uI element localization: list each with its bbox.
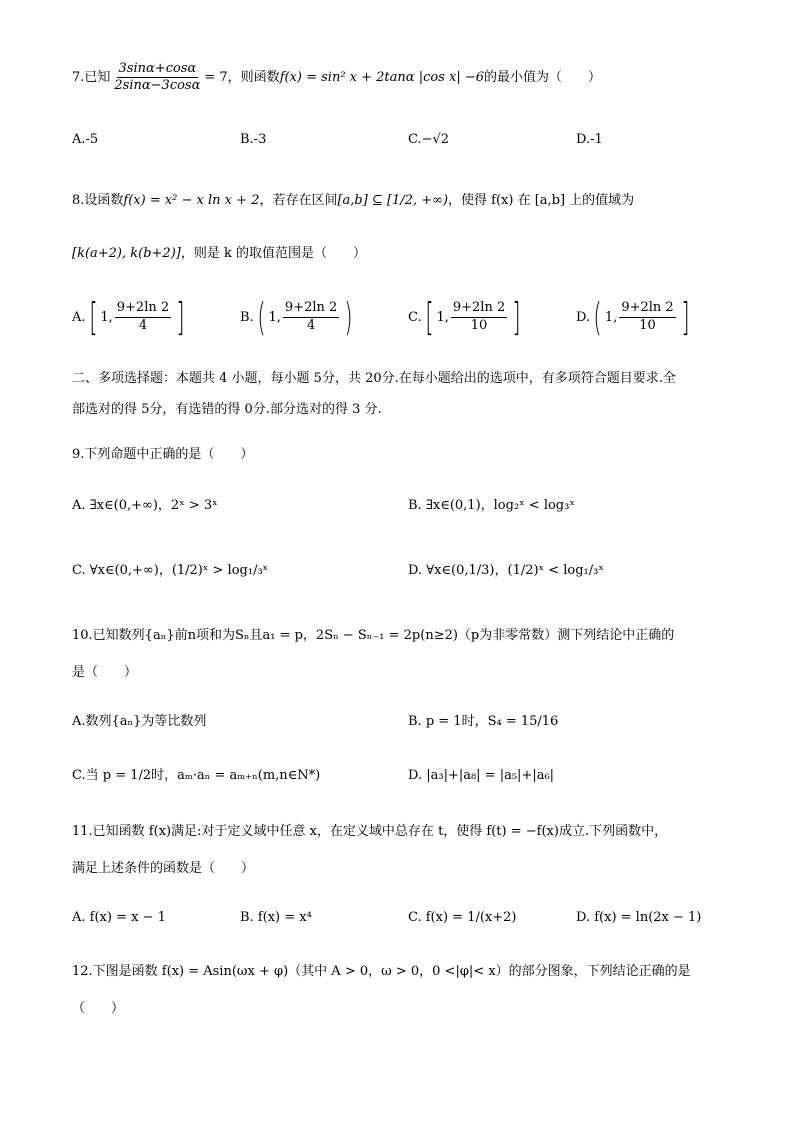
q7-stem — [72, 62, 601, 94]
q7-option-c[interactable]: C.−√2 — [408, 132, 450, 147]
q8-option-c[interactable]: C. [ 1, $\frac{9+2\ln 2}{10}$ ] — [408, 295, 521, 339]
q8-option-b-label: B. — [240, 309, 254, 325]
frac-den: 4 — [138, 317, 148, 333]
q8-option-a[interactable]: A. [ 1, $\frac{9+2\ln 2}{4}$ ] — [72, 295, 185, 339]
q7-option-b[interactable]: B.-3 — [240, 132, 267, 147]
q8-interval: [a,b] ⊆ [1/2, +∞) — [337, 193, 449, 208]
q10-option-b[interactable]: B. p = 1时，S₄ = 15/16 — [408, 714, 559, 729]
q8-func: f(x) = x² − x ln x + 2 — [123, 193, 260, 208]
q9-option-d[interactable]: D. ∀x∈(0,1/3)，(1/2)ˣ < log₁/₃ˣ — [408, 563, 604, 578]
frac-den: 10 — [639, 317, 656, 333]
q7-eq: = 7，则函数 — [204, 70, 280, 86]
q7-suffix: 的最小值为（ ） — [484, 70, 602, 86]
q8-option-c-frac — [451, 301, 507, 333]
q11-line1: 11.已知函数 f(x)满足:对于定义域中任意 x，在定义域中总存在 t，使得 f(t) = −f(x)成立.下列函数中， — [72, 824, 668, 839]
q12-line1: 12.下图是函数 f(x) = Asin(ωx + φ)（其中 A > 0，ω > 0，0 <|φ|< x）的部分图象，下列结论正确的是 — [72, 964, 691, 979]
q10-line1: 10.已知数列{aₙ}前n项和为Sₙ且a₁ = p，2Sₙ − Sₙ₋₁ = 2p(n≥2)（p为非零常数）测下列结论中正确的 — [72, 628, 675, 643]
q8-option-d[interactable]: D. ( 1, $\frac{9+2\ln 2}{10}$ ] — [576, 295, 690, 339]
frac-num: 9+2ln 2 — [619, 301, 675, 317]
q12-line2: （ ） — [72, 1001, 125, 1016]
q11-line2: 满足上述条件的函数是（ ） — [72, 861, 255, 876]
right-paren-icon: ) — [344, 295, 353, 339]
q10-option-a[interactable]: A.数列{aₙ}为等比数列 — [72, 714, 207, 729]
q8-option-a-label: A. — [72, 309, 86, 325]
q9-stem: 9.下列命题中正确的是（ ） — [72, 447, 254, 462]
right-bracket-icon: ] — [681, 295, 690, 339]
q11-option-b[interactable]: B. f(x) = x⁴ — [240, 910, 312, 925]
q9-option-b[interactable]: B. ∃x∈(0,1)，log₂ˣ < log₃ˣ — [408, 498, 575, 513]
q8-option-d-label: D. — [576, 309, 591, 325]
q8-suffix: ，使得 f(x) 在 [a,b] 上的值域为 — [448, 193, 635, 208]
q8-line2-suffix: ，则是 k 的取值范围是（ ） — [180, 246, 367, 261]
right-bracket-icon: ] — [512, 295, 521, 339]
q8-option-b[interactable]: B. ( 1, $\frac{9+2\ln 2}{4}$ ) — [240, 295, 353, 339]
q8-option-b-frac — [283, 301, 339, 333]
q8-option-d-frac — [619, 301, 675, 333]
frac-num: 9+2ln 2 — [283, 301, 339, 317]
q8-mid: ，若存在区间 — [259, 193, 338, 208]
q7-frac-num: 3sinα+cosα — [117, 62, 199, 78]
q7-frac-den: 2sinα−3cosα — [114, 78, 201, 94]
q11-option-d[interactable]: D. f(x) = ln(2x − 1) — [576, 910, 702, 925]
q10-option-c[interactable]: C.当 p = 1/2时，aₘ·aₙ = aₘ₊ₙ(m,n∈N*) — [72, 768, 321, 783]
q7-option-d[interactable]: D.-1 — [576, 132, 603, 147]
q8-line1 — [72, 194, 634, 207]
q7-option-a[interactable]: A.-5 — [72, 132, 99, 147]
q11-option-a[interactable]: A. f(x) = x − 1 — [72, 910, 166, 925]
q8-option-a-frac — [115, 301, 171, 333]
left-paren-icon: ( — [257, 295, 266, 339]
q8-prefix: 8.设函数 — [72, 193, 124, 208]
left-paren-icon: ( — [593, 295, 602, 339]
q7-fraction — [112, 62, 202, 94]
q9-option-c[interactable]: C. ∀x∈(0,+∞)，(1/2)ˣ > log₁/₃ˣ — [72, 563, 269, 578]
frac-den: 4 — [306, 317, 316, 333]
q10-line2: 是（ ） — [72, 665, 138, 680]
frac-num: 9+2ln 2 — [115, 301, 171, 317]
q8-range: [k(a+2), k(b+2)] — [72, 246, 181, 261]
left-bracket-icon: [ — [88, 295, 98, 339]
frac-num: 9+2ln 2 — [451, 301, 507, 317]
frac-den: 10 — [470, 317, 488, 333]
q8-line2 — [72, 247, 366, 260]
right-bracket-icon: ] — [176, 295, 185, 339]
q8-option-c-label: C. — [408, 309, 422, 325]
q7-prefix: 7.已知 — [72, 70, 111, 86]
left-bracket-icon: [ — [424, 295, 434, 339]
q10-option-d[interactable]: D. |a₃|+|a₈| = |a₅|+|a₆| — [408, 768, 555, 783]
section2-line1: 二、多项选择题：本题共 4 小题，每小题 5分，共 20分.在每小题给出的选项中，有多项符合题目要求.全 — [72, 371, 676, 386]
section2-line2: 部选对的得 5分，有选错的得 0分.部分选对的得 3 分. — [72, 402, 382, 417]
q11-option-c[interactable]: C. f(x) = 1/(x+2) — [408, 910, 517, 925]
q9-option-a[interactable]: A. ∃x∈(0,+∞)，2ˣ > 3ˣ — [72, 498, 218, 513]
q7-expr: f(x) = sin² x + 2tanα |cos x| −6 — [279, 70, 484, 86]
